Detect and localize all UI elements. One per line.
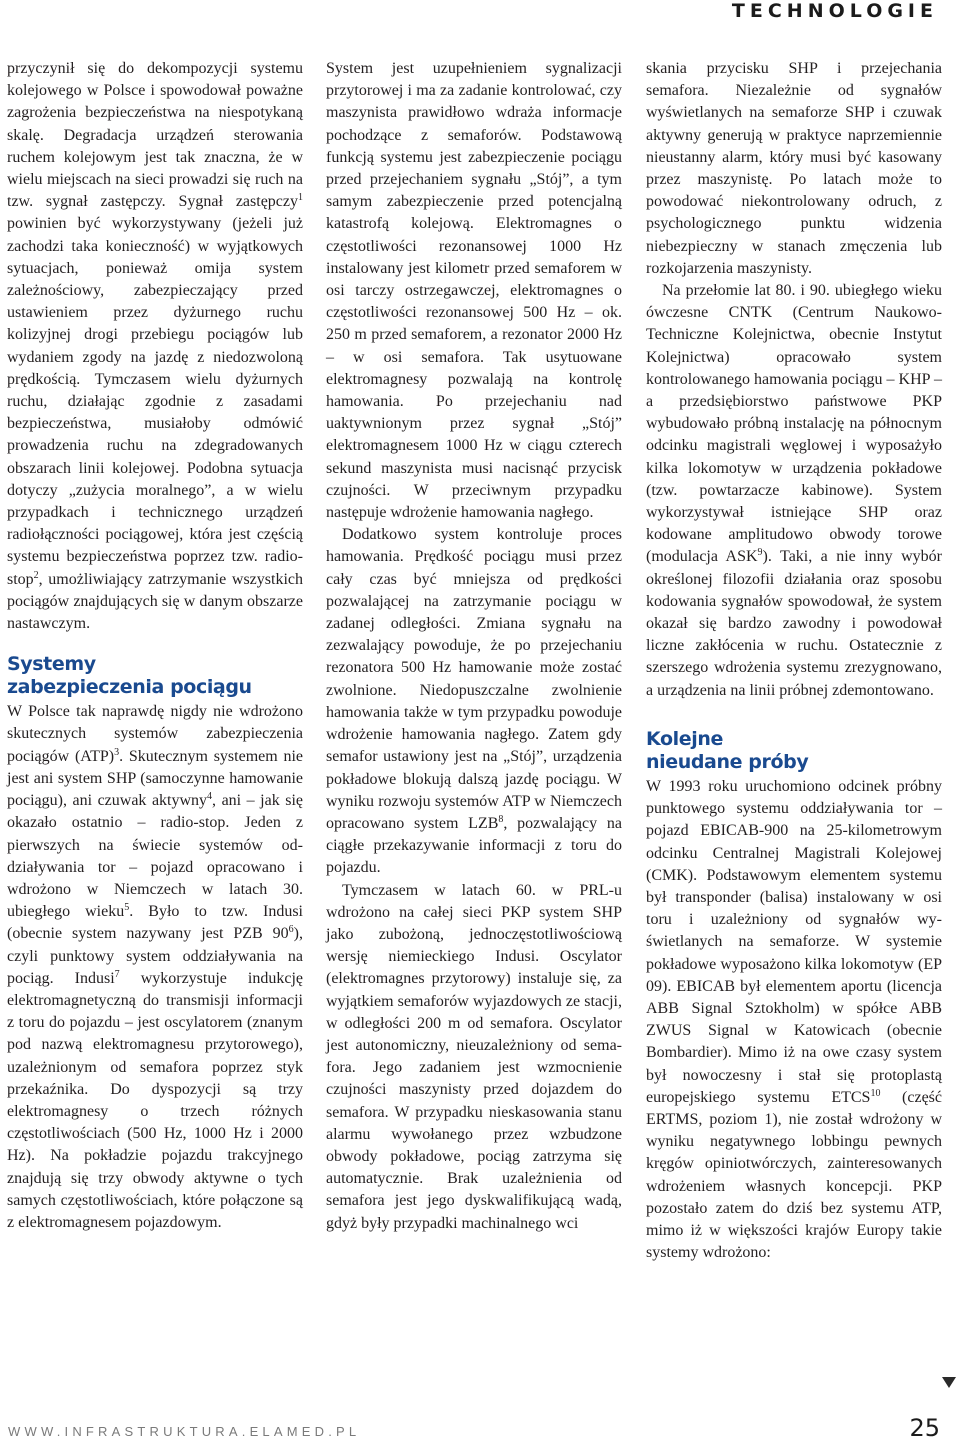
paragraph: Dodatkowo system kontroluje proces hamowania. Prędkość pociągu musi przez cały czas być mniejsza od prędkości pozwalającej na zatrzymanie pociągu w zadanej odległości. Zmiana sygnału na zezwalający powoduje, że po przejechaniu rezonatora 500 Hz hamowanie może zostać zwolnione. Niedopuszczalne zwolnienie hamowania także w tym przypadku powoduje wdrożenie hamowania nagłego. Zatem gdy semafor ustawiony jest na „Stój”, urządzenia pokładowe blokują dalszą jazdę pociągu. W wyniku rozwoju systemów ATP w Niemczech opracowano system LZB$^8$, pozwalający na ciągłe przekazywanie informacji z toru do pojazdu. [326, 526, 622, 877]
paragraph: przyczynił się do dekompozycji systemu kolejowego w Polsce i spowodował poważne zagrożenia bezpieczeństwa na niespotykaną skalę. Degradacja urządzeń sterowania ruchem kolejowym jest tak znaczna, że w wielu miejscach na sieci prowadzi się ruch na tzw. sygnał zastępczy. Sygnał zastępczy$^1$ powinien być wykorzystywany (jeżeli już zachodzi taka konieczność) w wyjątkowych sytuacjach, ponieważ omija system zależnościowy, zabezpieczający przed ustawieniem przez dyżurnego ruchu kolizyjnej drogi przebiegu pociągów lub wydaniem zgody na jazdę z niedozwoloną prędkością. Tymczasem wielu dyżurnych ruchu, działając zgodnie z zasadami bezpieczeństwa, musiałoby odmówić prowadzenia ruchu na zdegradowanych obszarach linii kolejowej. Podobna sytuacja dotyczy „zużycia moralnego”, a w wielu przypadkach i technicznego urządzeń radiołączności pociągowej, która jest częścią systemu bezpieczeństwa poprzez tzw. radio-stop$^2$, umożliwiający zatrzymanie wszystkich pociągów znajdujących się w danym obszarze nastawczym. [7, 60, 303, 633]
page-number: 25 [909, 1414, 940, 1442]
article-column-3 [646, 58, 942, 1264]
paragraph: skania przycisku SHP i przejechania semafora. Niezależnie od sygnałów wyświetlanych na semaforze SHP i czuwak aktywny generują w praktyce naprzemiennie nieustanny alarm, który musi być kasowany przez maszynistę. Po latach może to powodować niekontrolowany odruch, z psychologicznego punktu widzenia niebezpieczny w stanach zmęczenia lub rozkojarzenia maszynisty. [646, 60, 942, 277]
footnote-ref: 4 [207, 791, 213, 803]
article-column-1 [7, 58, 303, 1234]
paragraph: System jest uzupełnieniem sygnalizacji przytorowej i ma za zadanie kontrolować, czy maszynista prawidłowo wdraża informacje pochodzące z semaforów. Podstawową funkcją systemu jest zabezpieczenie pociągu przed przejechaniem sygnału „Stój”, a tym samym zabezpieczenie przed potencjalną katastrofą kolejową. Elektromagnes o częstotliwości rezonansowej 1000 Hz instalowany jest kilometr przed semaforem w osi tarczy ostrzegawczej, elektromagnes o częstotliwości rezonansowej 500 Hz – ok. 250 m przed semaforem, a rezonator 2000 Hz – w osi semafora. Tak usytuowane elektromagnesy pozwalają na kontrolę hamowania. Po przejechaniu nad uaktywnionym przez sygnał „Stój” elektromagnesem 1000 Hz w ciągu czterech sekund maszynista musi nacisnąć przycisk czujności. W przeciwnym przypadku następuje wdrożenie hamowania nagłego. [326, 60, 622, 522]
footer-url: WWW.INFRASTRUKTURA.ELAMED.PL [8, 1424, 361, 1439]
footnote-ref: 8 [498, 813, 504, 825]
paragraph: Tymczasem w latach 60. w PRL-u wdrożono na całej sieci PKP system SHP jako zubożoną, jednoczęstotliwościową wersję niemieckiego Indusi. Oscylator (elektromagnes przytorowy) instaluje się, za wyjątkiem semaforów wyjazdowych ze stacji, w odległości 200 m od semafora. Oscylator jest autonomiczny, nieuzależniony od semafora. Jego zadaniem jest wzmocnienie czujności maszynisty przed dojazdem do semafora. W przypadku nieskasowania stanu alarmu wywołanego przez wzbudzone obwody pokładowe, pociąg zatrzyma się automatycznie. Brak uzależnienia od semafora jest jego dyskwalifikującą wadą, gdyż były przypadki machinalnego wci [326, 881, 622, 1232]
paragraph: W 1993 roku uruchomiono odcinek próbny punktowego systemu oddziaływania tor – pojazd EBICAB-900 na 25-kilometrowym odcinku Centralnej Magistrali Kolejowej (CMK). Podstawowym elementem systemu był transponder (balisa) instalowany w osi toru i uzależniony od sygnałów wyświetlanych na semaforze. W systemie pokładowe wyposażono kilka lokomotyw (EP 09). EBICAB był elementem aportu (licencja ABB Signal Sztokholm) w spółce ABB ZWUS Signal w Katowicach (obecnie Bombardier). Mimo iż na owe czasy system był nowoczesny i stał się protoplastą europejskiego systemu ETCS$^{10}$ (część ERTMS, poziom 1), nie został wdrożony w wyniku negatywnego lobbingu pewnych kręgów opiniotwórczych, zainteresowanych wdrożeniem własnych koncepcji. PKP pozostało zatem do dziś bez systemu ATP, mimo iż w większości krajów Europy takie systemy wdrożono: [646, 777, 943, 1262]
section-label: TECHNOLOGIE [731, 0, 938, 22]
footnote-ref: 9 [757, 547, 763, 559]
footnote-ref: 3 [114, 746, 120, 758]
section-heading-systemy: Systemy zabezpieczenia pociągu [7, 653, 252, 699]
section-heading-kolejne: Kolejne nieudane próby [646, 727, 809, 773]
article-column-2 [326, 58, 622, 1235]
footnote-ref: 2 [33, 569, 39, 581]
footnote-ref: 6 [288, 924, 294, 936]
footnote-ref: 5 [124, 902, 130, 914]
paragraph: Na przełomie lat 80. i 90. ubiegłego wieku ówczesne CNTK (Centrum Naukowo-Techniczne Kolejnictwa, obecnie Instytut Kolejnictwa) opracowało system kontrolowanego hamowania pociągu – KHP – a przedsiębiorstwo państwowe PKP wybudowało próbną instalację na północnym odcinku magistrali węglowej i wyposażyło kilka lokomotyw w urządzenia pokładowe (tzw. powtarzacze kabinowe). System wykorzystywał istniejące SHP oraz kodowane amplitudowo obwody torowe (modulacja ASK$^9$). Taki, a nie inny wybór określonej filozofii działania oraz sposobu kodowania sygnałów spowodował, że system okazał się bardzo zawodny i powodował liczne zakłócenia w ruchu. Ostatecznie z szerszego wdrożenia systemu zrezygnowano, a urządzenia na linii próbnej zdemontowano. [646, 282, 943, 699]
footnote-ref: 1 [298, 192, 303, 204]
footnote-ref: 10 [870, 1087, 881, 1099]
footnote-ref: 7 [114, 968, 120, 980]
continue-arrow-icon [942, 1377, 956, 1388]
paragraph: W Polsce tak naprawdę nigdy nie wdrożono skutecznych systemów zabezpieczenia pociągów (ATP)$^3$. Skutecznym systemem nie jest ani system SHP (samoczynne hamowanie pociągu), ani czuwak aktywny$^4$, ani – jak się okazało ostatnio – radio-stop. Jeden z pierwszych na świecie systemów oddziaływania tor – pojazd opracowano i wdrożono w Niemczech w latach 30. ubiegłego wieku$^5$. Było to tzw. Indusi (obecnie system nazywany jest PZB $90^6$), czyli punktowy system oddziaływania na pociąg. Indusi$^7$ wykorzystuje indukcję elektromagnetyczną do transmisji informacji z toru do pojazdu – jest oscylatorem (znanym pod nazwą elektromagnesu przytorowego), uzależnionym od semafora poprzez styk przekaźnika. Do dyspozycji są trzy elektromagnesy o trzech różnych częstotliwościach (500 Hz, 1000 Hz i 2000 Hz). Na pokładzie pojazdu trakcyjnego znajdują się trzy obwody aktywne o tych samych częstotliwościach, które połączone są z elektromagnesem pojazdowym. [7, 703, 303, 1231]
